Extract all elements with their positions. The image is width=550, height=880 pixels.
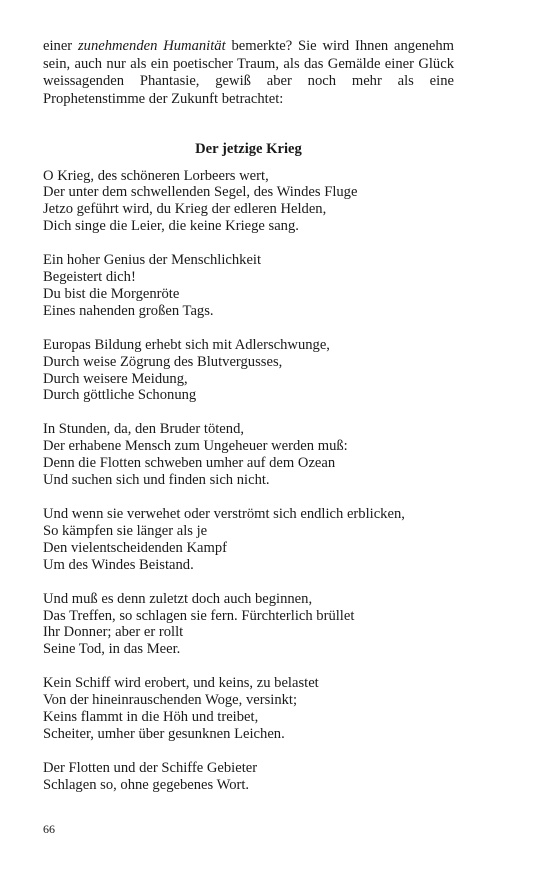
poem-line: In Stunden, da, den Bruder tötend, <box>43 421 245 438</box>
poem-stanza <box>43 760 454 794</box>
poem-line: Der Flotten und der Schiffe Gebieter <box>43 759 258 776</box>
poem-line: Jetzo geführt wird, du Krieg der edleren Helden, <box>43 201 327 218</box>
poem-stanza <box>43 337 454 405</box>
poem-line: Scheiter, umher über gesunknen Leichen. <box>43 725 285 742</box>
poem-line: Den vielentscheidenden Kampf <box>43 539 227 556</box>
poem-line: Durch göttliche Schonung <box>43 387 197 404</box>
poem-stanza <box>43 675 454 743</box>
poem-line: Schlagen so, ohne gegebenes Wort. <box>43 776 250 793</box>
poem-line: Das Treffen, so schlagen sie fern. Fürchterlich brüllet <box>43 607 355 624</box>
poem-line: Durch weise Zögrung des Blutvergusses, <box>43 353 283 370</box>
poem-line: Europas Bildung erhebt sich mit Adlerschwunge, <box>43 336 330 353</box>
poem-line: Du bist die Morgenröte <box>43 285 180 302</box>
poem-line: Der erhabene Mensch zum Ungeheuer werden muß: <box>43 438 348 455</box>
poem-line: Seine Tod, in das Meer. <box>43 641 181 658</box>
intro-paragraph <box>43 38 454 108</box>
poem-line: Und muß es denn zuletzt doch auch beginnen, <box>43 590 313 607</box>
poem-line: Ein hoher Genius der Menschlichkeit <box>43 252 262 269</box>
page-number: 66 <box>43 822 55 836</box>
intro-emphasis: zunehmenden Humanität <box>77 38 226 54</box>
poem-title: Der jetzige Krieg <box>195 141 302 157</box>
poem-line: Keins flammt in die Höh und treibet, <box>43 709 259 726</box>
poem-stanza <box>43 591 454 659</box>
intro-text-end: bemerkte? Sie wird Ihnen angenehm sein, auch nur als ein poetischer Traum, als das Gemälde einer Glück weissagenden Phantasie, gewiß aber noch mehr als eine Prophetenstimme der Zukunft betrachtet: <box>43 38 454 107</box>
poem-line: Denn die Flotten schweben umher auf dem Ozean <box>43 455 336 472</box>
poem-stanza <box>43 506 454 574</box>
poem-stanza <box>43 421 454 489</box>
poem-stanza <box>43 252 454 320</box>
poem-line: Der unter dem schwellenden Segel, des Windes Fluge <box>43 184 358 201</box>
poem-line: Um des Windes Beistand. <box>43 556 194 573</box>
poem-body <box>43 168 454 794</box>
poem-line: O Krieg, des schöneren Lorbeers wert, <box>43 167 269 184</box>
poem-stanza <box>43 168 454 236</box>
poem-line: Von der hineinrauschenden Woge, versinkt; <box>43 692 298 709</box>
poem-line: Durch weisere Meidung, <box>43 370 188 387</box>
poem-line: Kein Schiff wird erobert, und keins, zu belastet <box>43 675 319 692</box>
poem-line: Ihr Donner; aber er rollt <box>43 624 184 641</box>
intro-text-start: einer <box>43 38 78 54</box>
poem-line: Begeistert dich! <box>43 269 136 286</box>
poem-line: Eines nahenden großen Tags. <box>43 302 214 319</box>
poem-line: Und wenn sie verwehet oder verströmt sich endlich erblicken, <box>43 506 405 522</box>
poem-line: So kämpfen sie länger als je <box>43 522 208 539</box>
poem-line: Dich singe die Leier, die keine Kriege sang. <box>43 218 299 235</box>
book-page <box>43 38 454 811</box>
poem-line: Und suchen sich und finden sich nicht. <box>43 472 270 489</box>
